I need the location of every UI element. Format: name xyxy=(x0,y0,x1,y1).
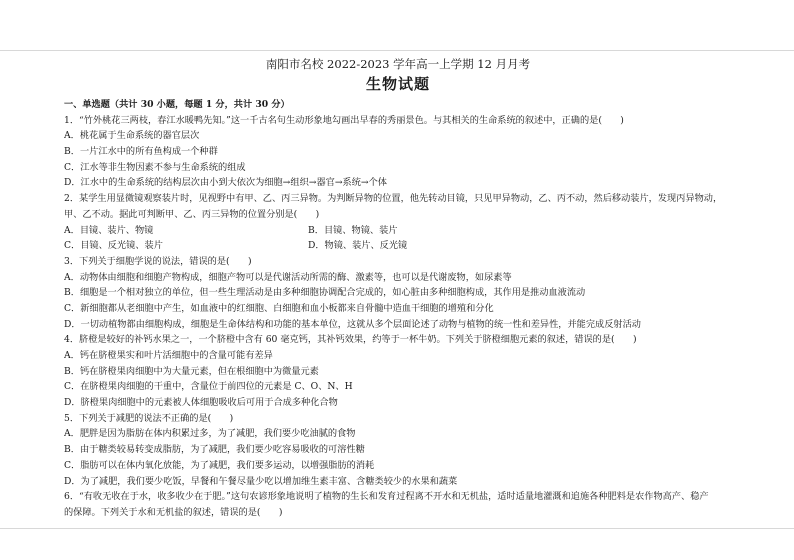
question-1-option-c: C．江水等非生物因素不参与生命系统的组成 xyxy=(64,161,246,173)
page-top-edge xyxy=(0,50,794,51)
question-2-options-row-1 xyxy=(64,223,732,239)
question-4-option-a: A．钙在脐橙果实和叶片活细胞中的含量可能有差异 xyxy=(64,350,273,361)
question-5-option-c: C．脂肪可以在体内氧化放能，为了减肥，我们要多运动，以增强脂肪的消耗 xyxy=(64,459,375,471)
question-2-option-a: A．目镜、装片、物镜 xyxy=(64,224,154,236)
question-2-option-d: D．物镜、装片、反光镜 xyxy=(308,240,408,252)
exam-page xyxy=(64,56,732,521)
question-1-option-d: D．江水中的生命系统的结构层次由小到大依次为细胞→组织→器官→系统→个体 xyxy=(64,177,387,189)
exam-subtitle: 生物试题 xyxy=(365,75,430,93)
question-content xyxy=(64,97,732,521)
question-6-stem-line-2: 的保障。下列关于水和无机盐的叙述，错误的是( ) xyxy=(64,506,283,518)
question-2-stem-line-2: 甲、乙不动。据此可判断甲、乙、丙三异物的位置分别是( ) xyxy=(64,208,320,220)
question-2-option-c: C．目镜、反光镜、装片 xyxy=(64,240,163,252)
question-1-option-a: A．桃花属于生命系统的器官层次 xyxy=(64,130,200,142)
question-4-option-b: B．钙在脐橙果肉细胞中为大量元素，但在根细胞中为微量元素 xyxy=(64,365,319,377)
question-5-option-d: D．为了减肥，我们要少吃饭，早餐和午餐尽量少吃以增加维生素丰富、含糖类较少的水果和蔬菜 xyxy=(64,475,458,487)
question-4-stem: 4．脐橙是较好的补钙水果之一，一个脐橙中含有 60 毫克钙，其补钙效果，约等于一杯牛奶。下列关于脐橙细胞元素的叙述，错误的是( ) xyxy=(64,334,637,346)
question-2-option-b: B．目镜、物镜、装片 xyxy=(308,224,398,236)
question-5-stem: 5．下列关于减肥的说法不正确的是( ) xyxy=(64,412,234,424)
question-3-option-b: B．细胞是一个相对独立的单位，但一些生理活动是由多种细胞协调配合完成的，如心脏由多种细胞构成，其作用是推动血液流动 xyxy=(64,287,586,299)
question-5-option-b: B．由于糖类较易转变成脂肪，为了减肥，我们要少吃容易吸收的可溶性糖 xyxy=(64,444,365,456)
question-3-stem: 3．下列关于细胞学说的说法，错误的是( ) xyxy=(64,255,252,267)
exam-title: 南阳市名校 2022-2023 学年高一上学期 12 月月考 xyxy=(265,57,531,71)
section-title: 一、单选题（共计 30 小题，每题 1 分，共计 30 分） xyxy=(64,99,290,110)
question-3-option-a: A．动物体由细胞和细胞产物构成，细胞产物可以是代谢活动所需的酶、激素等，也可以是代谢废物，如尿素等 xyxy=(64,271,512,283)
question-4-option-d: D．脐橙果肉细胞中的元素被人体细胞吸收后可用于合成多种化合物 xyxy=(64,397,338,409)
question-6-stem-line-1: 6．“有收无收在于水，收多收少在于肥。”这句农谚形象地说明了植物的生长和发育过程离不开水和无机盐，适时适量地灌溉和追施各种肥料是农作物高产、稳产 xyxy=(64,491,709,503)
question-2-options-row-2 xyxy=(64,238,732,254)
question-2-stem-line-1: 2．某学生用显微镜观察装片时，见视野中有甲、乙、丙三异物。为判断异物的位置，他先转动目镜，只见甲异物动，乙、丙不动，然后移动装片，发现丙异物动， xyxy=(64,193,723,205)
question-4-option-c: C．在脐橙果肉细胞的干重中，含量位于前四位的元素是 C、O、N、H xyxy=(64,381,353,393)
page-bottom-edge xyxy=(0,528,794,529)
question-3-option-c: C．新细胞都从老细胞中产生，如血液中的红细胞、白细胞和血小板都来自骨髓中造血干细胞的增殖和分化 xyxy=(64,302,494,314)
question-1-stem: 1．“竹外桃花三两枝，春江水暖鸭先知。”这一千古名句生动形象地勾画出早春的秀丽景色。与其相关的生命系统的叙述中，正确的是( ) xyxy=(64,114,624,126)
question-1-option-b: B．一片江水中的所有鱼构成一个种群 xyxy=(64,146,218,158)
question-5-option-a: A．肥胖是因为脂肪在体内积累过多，为了减肥，我们要少吃油腻的食物 xyxy=(64,428,356,440)
question-3-option-d: D．一切动植物都由细胞构成，细胞是生命体结构和功能的基本单位，这就从多个层面论述了动物与植物的统一性和差异性，并能完成反射活动 xyxy=(64,318,641,330)
